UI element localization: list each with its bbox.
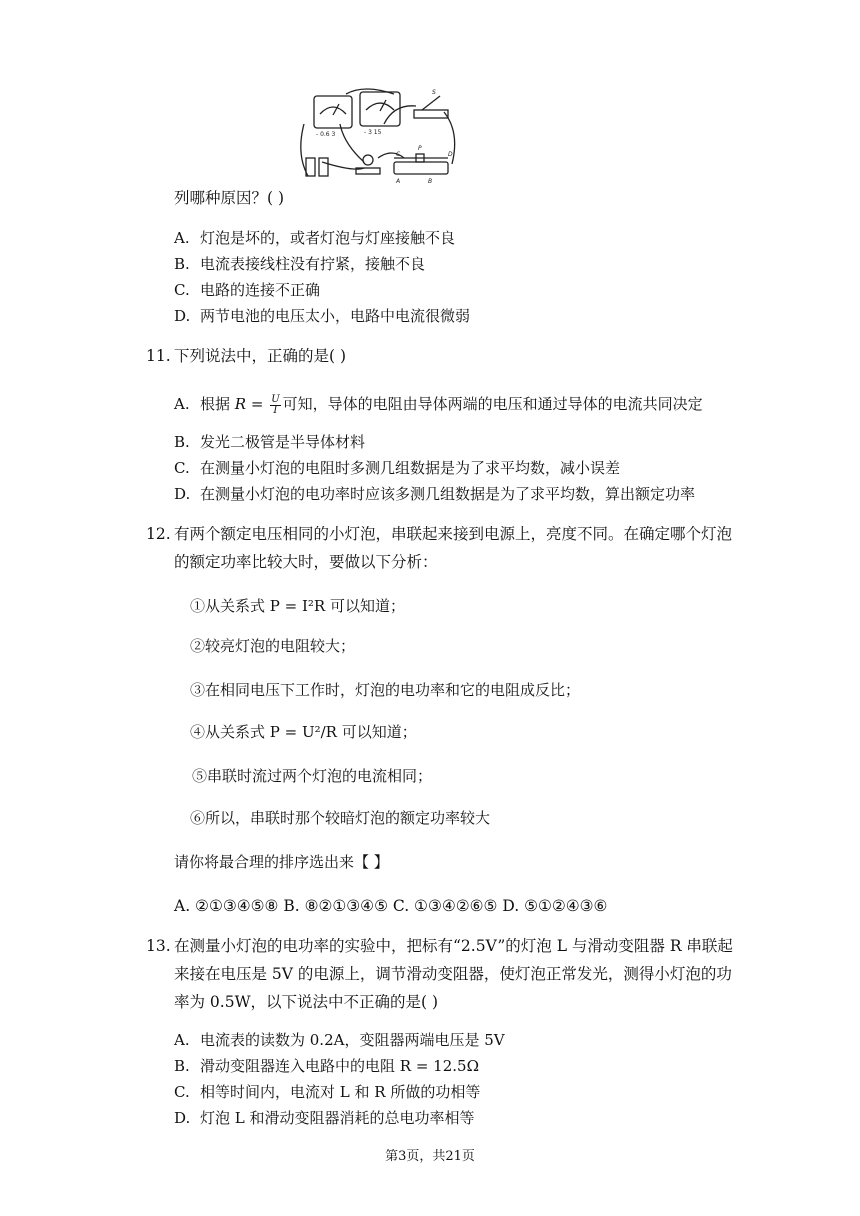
q13-line-3: 率为 0.5W，以下说法中不正确的是( ): [174, 993, 439, 1011]
q13-option-a: A. 电流表的读数为 0.2A，变阻器两端电压是 5V: [174, 1031, 505, 1049]
q13-option-c: C. 相等时间内，电流对 L 和 R 所做的功相等: [174, 1083, 481, 1101]
q12-step-5: ⑤串联时流过两个灯泡的电流相同；: [192, 767, 433, 785]
figure-label-d: D: [448, 151, 453, 158]
fraction-u-over-i: $\frac{U}{I}$: [271, 393, 280, 416]
circuit-diagram: [294, 84, 462, 186]
q11-text: 下列说法中，正确的是( ): [174, 347, 347, 365]
q12-number: 12.: [146, 525, 171, 543]
q13-line-1: 在测量小灯泡的电功率的实验中，把标有“2.5V”的灯泡 L 与滑动变阻器 R 串联起: [174, 937, 733, 955]
q11-option-c: C. 在测量小灯泡的电阻时多测几组数据是为了求平均数，减小误差: [174, 459, 621, 477]
q12-line-1: 有两个额定电压相同的小灯泡，串联起来接到电源上，亮度不同。在确定哪个灯泡: [174, 525, 733, 543]
figure-label-c: C: [396, 151, 401, 158]
q12-step-6: ⑥所以，串联时那个较暗灯泡的额定功率较大: [190, 809, 491, 827]
figure-label-b: B: [428, 178, 433, 185]
q12-line-2: 的额定功率比较大时，要做以下分析：: [174, 553, 438, 571]
q12-step-3: ③在相同电压下工作时，灯泡的电功率和它的电阻成反比；: [190, 681, 581, 699]
q12-step-4: ④从关系式 P = U²/R 可以知道；: [190, 723, 417, 741]
q13-number: 13.: [146, 937, 171, 955]
q12-step-2: ②较亮灯泡的电阻较大；: [190, 637, 356, 655]
figure-label-s: S: [432, 89, 436, 96]
q13-option-b: B. 滑动变阻器连入电路中的电阻 R = 12.5Ω: [174, 1057, 480, 1075]
q10-option-b: B. 电流表接线柱没有拧紧，接触不良: [174, 255, 426, 273]
q12-options: A. ②①③④⑤⑧ B. ⑧②①③④⑤ C. ①③④②⑥⑤ D. ⑤①②④③⑥: [174, 897, 608, 915]
q13-line-2: 来接在电压是 5V 的电源上，调节滑动变阻器，使灯泡正常发光，测得小灯泡的功: [174, 965, 732, 983]
q11-option-b: B. 发光二极管是半导体材料: [174, 433, 366, 451]
q13-option-d: D. 灯泡 L 和滑动变阻器消耗的总电功率相等: [174, 1109, 475, 1127]
q10-prompt-tail: 列哪种原因？( ): [174, 189, 285, 207]
q10-option-d: D. 两节电池的电压太小，电路中电流很微弱: [174, 307, 471, 325]
page-footer: 第3页，共21页: [385, 1149, 475, 1164]
q11-option-d: D. 在测量小灯泡的电功率时应该多测几组数据是为了求平均数，算出额定功率: [174, 485, 696, 503]
figure-label-a: A: [396, 178, 401, 185]
q10-option-a: A. 灯泡是坏的，或者灯泡与灯座接触不良: [174, 229, 456, 247]
ammeter-scale: - 0.6 3: [316, 131, 336, 138]
q12-step-1: ①从关系式 P = I²R 可以知道；: [190, 597, 405, 615]
q10-option-c: C. 电路的连接不正确: [174, 281, 321, 299]
figure-label-p: P: [418, 145, 422, 152]
q11-number: 11.: [146, 347, 171, 365]
q11-option-a: A. 根据 R = $\frac{U}{I}$ 可知，导体的电阻由导体两端的电压和通过导体的电流共同决定: [174, 393, 703, 416]
voltmeter-scale: - 3 15: [364, 129, 382, 136]
q12-ask: 请你将最合理的排序选出来【 】: [174, 853, 389, 871]
